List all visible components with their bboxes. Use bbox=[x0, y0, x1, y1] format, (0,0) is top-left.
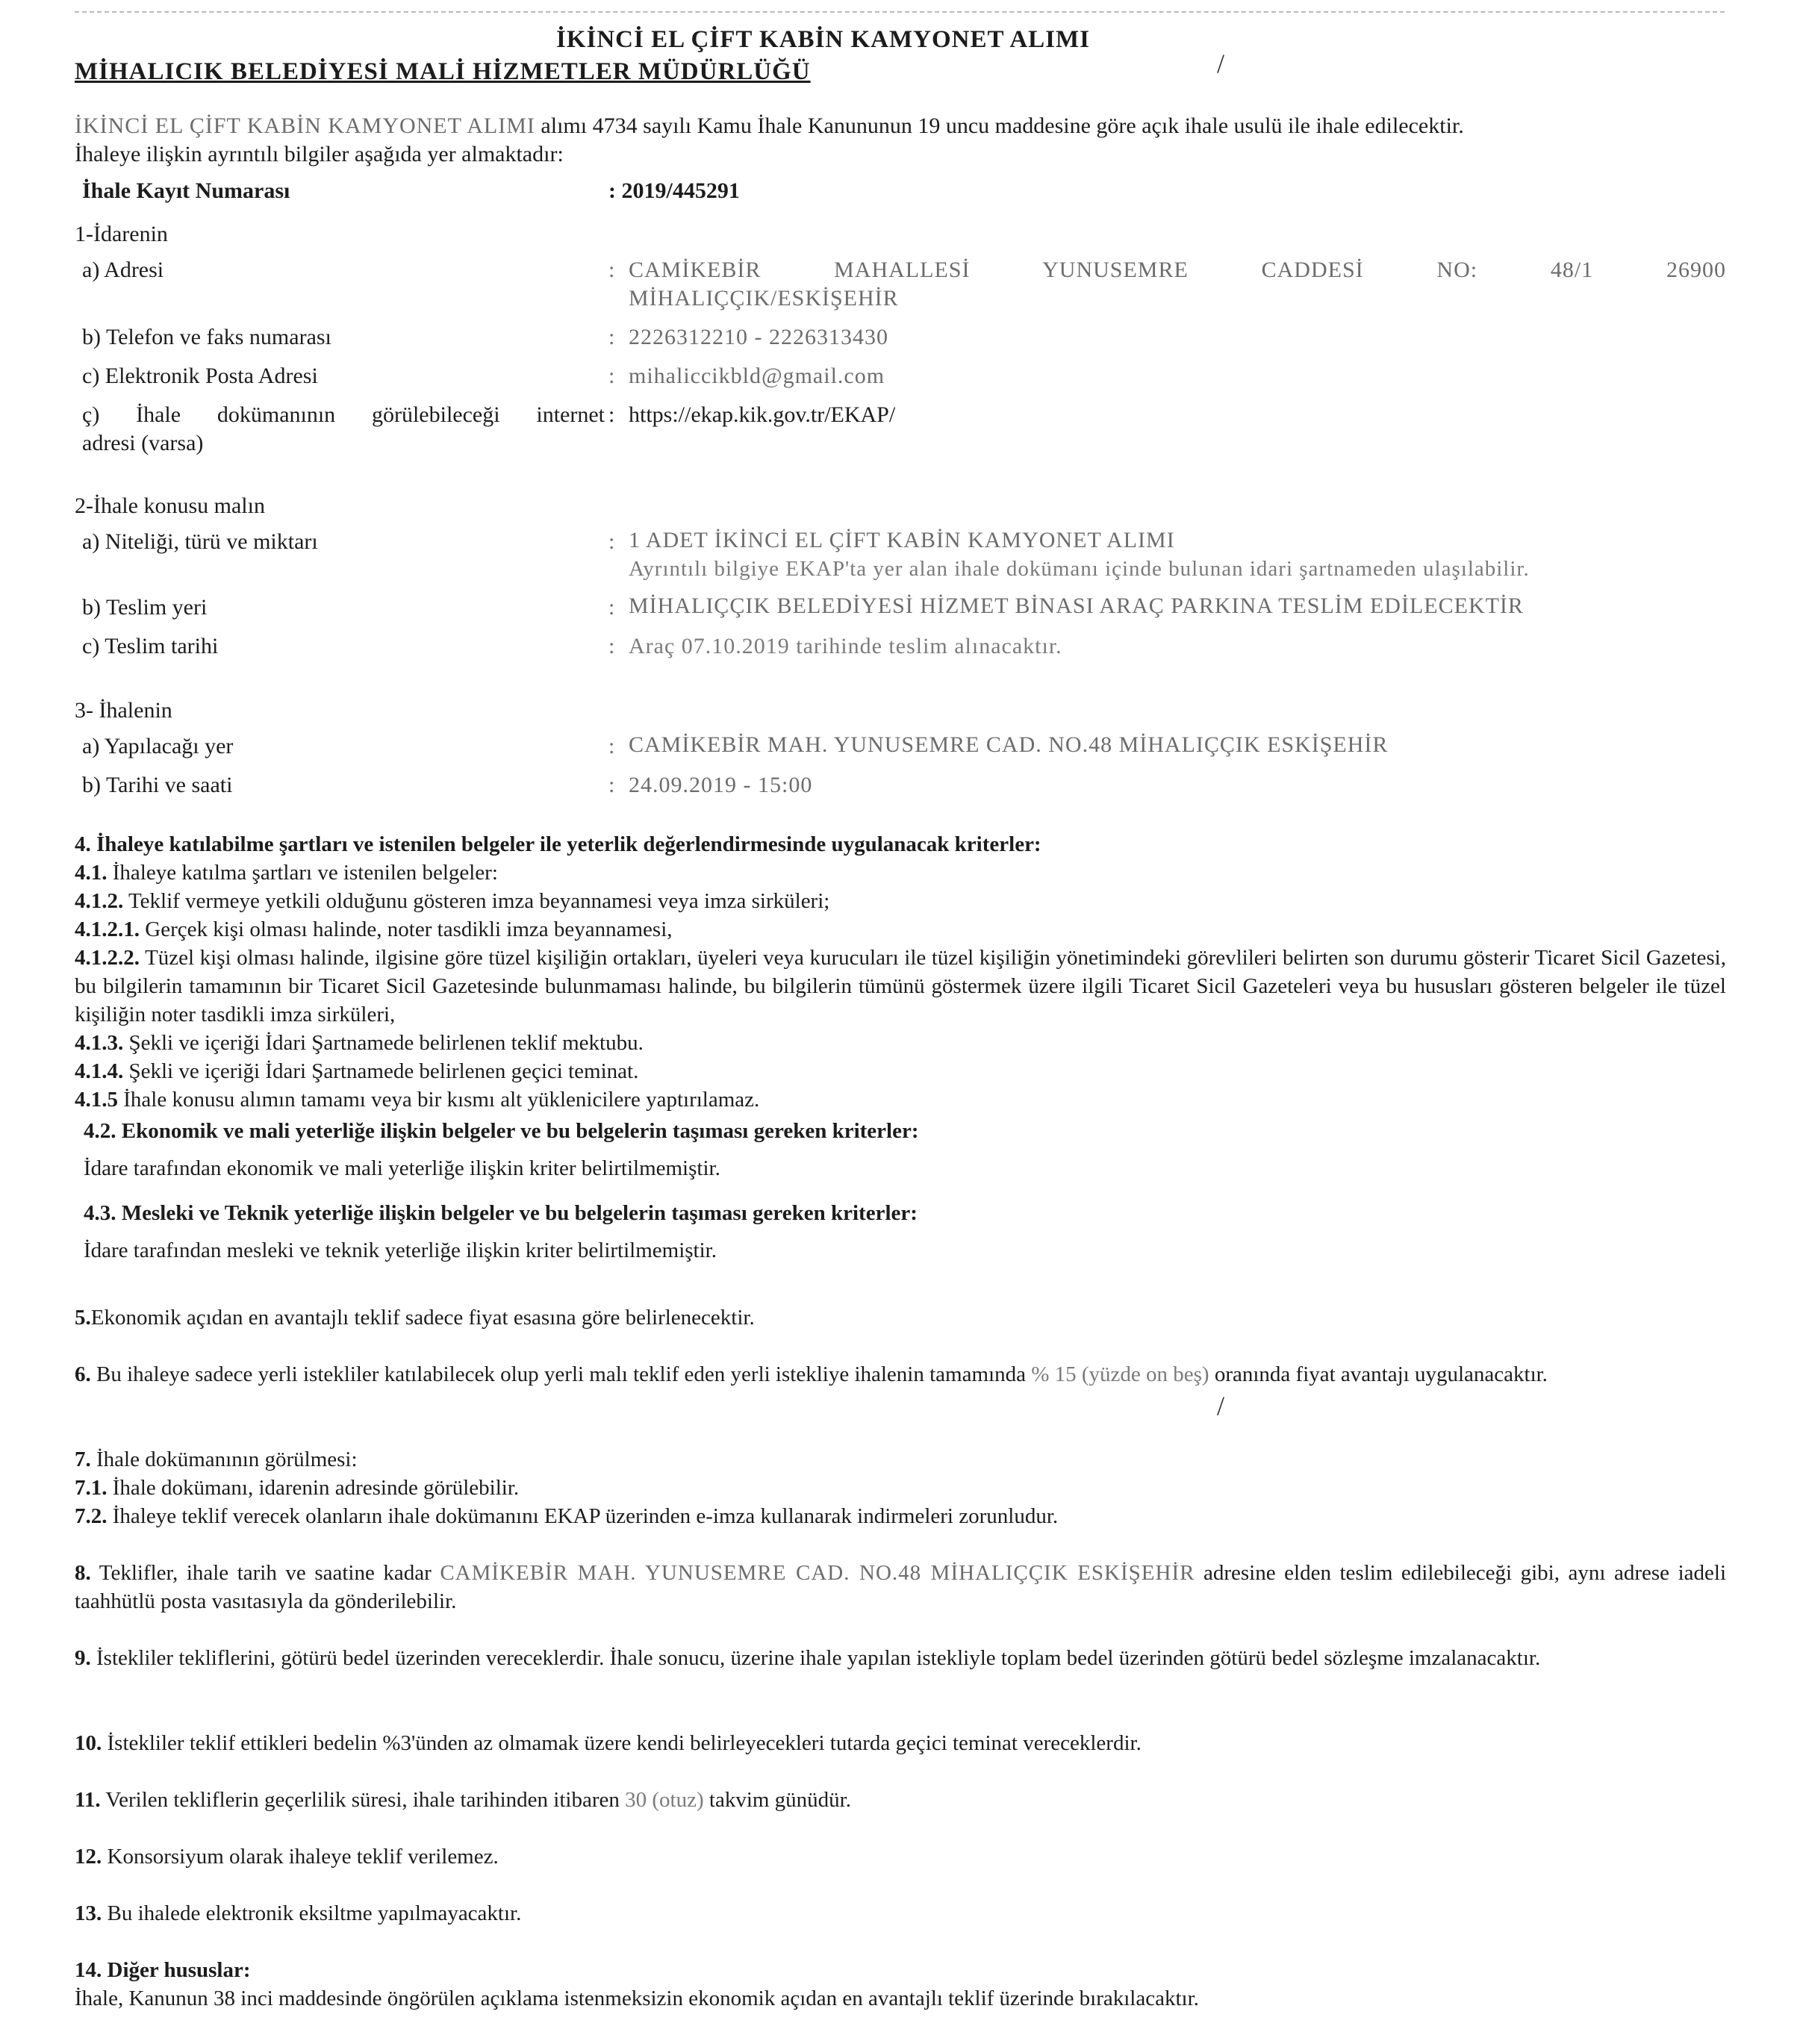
idare-heading: 1-İdarenin bbox=[75, 222, 168, 246]
s14-heading: 14. Diğer hususlar: bbox=[75, 1958, 251, 1982]
adres-line-1: CAMİKEBİR MAHALLESİ YUNUSEMRE CADDESİ NO: 48/1 26900 bbox=[629, 258, 1726, 282]
s4122-num: 4.1.2.2. bbox=[75, 946, 140, 970]
s414-num: 4.1.4. bbox=[75, 1059, 124, 1083]
s412-num: 4.1.2. bbox=[75, 889, 124, 913]
s6-text-a: Bu ihaleye sadece yerli istekliler katılabilecek olup yerli malı teklif eden yerli istekliye ihalenin tamamında bbox=[90, 1362, 1032, 1386]
s8-num: 8. bbox=[75, 1561, 91, 1585]
pen-mark: / bbox=[1217, 49, 1225, 78]
s13-text: Bu ihalede elektronik eksiltme yapılmayacaktır. bbox=[102, 1901, 522, 1925]
mal-heading: 2-İhale konusu malın bbox=[75, 493, 265, 518]
s4122-text: Tüzel kişi olması halinde, ilgisine göre tüzel kişiliğin ortakları, üyeleri veya kurucuları ile tüzel kişiliğin yönetimindeki görevlileri belirten son durumu gösterir Ticaret Sicil Gazetesi, bu bilgilerin tamamının bir Ticaret Sicil Gazetesinde bulunmaması halinde, bu bilgilerin tümünü göstermek üzere ilgili Ticaret Sicil Gazeteleri veya bu hususları gösteren belgeler ile tüzel kişiliğin noter tasdikli imza sirküleri, bbox=[75, 946, 1726, 1026]
yer-colon: : bbox=[608, 734, 616, 758]
intro-text-2: İhaleye ilişkin ayrıntılı bilgiler aşağıda yer almaktadır: bbox=[75, 142, 564, 166]
teslim-yeri-value: MİHALIÇÇIK BELEDİYESİ HİZMET BİNASI ARAÇ PARKINA TESLİM EDİLECEKTİR bbox=[629, 593, 1524, 618]
s5-num: 5. bbox=[75, 1306, 91, 1330]
s4121-text: Gerçek kişi olması halinde, noter tasdikli imza beyannamesi, bbox=[140, 917, 673, 941]
internet-value: https://ekap.kik.gov.tr/EKAP/ bbox=[629, 402, 896, 427]
section-4-2 bbox=[75, 1117, 1735, 1183]
s72-num: 7.2. bbox=[75, 1504, 108, 1528]
section-5 bbox=[75, 1303, 1726, 1332]
s43-text: İdare tarafından mesleki ve teknik yeterliğe ilişkin kriter belirtilmemiştir. bbox=[84, 1238, 717, 1262]
intro-text: alımı 4734 sayılı Kamu İhale Kanununun 19 uncu maddesine göre açık ihale usulü ile ihale edilecektir. bbox=[535, 113, 1464, 138]
eposta-value: mihaliccikbld@gmail.com bbox=[629, 364, 885, 388]
s415-num: 4.1.5 bbox=[75, 1088, 118, 1112]
nitelik-colon: : bbox=[608, 529, 616, 554]
s6-percent: % 15 (yüzde on beş) bbox=[1031, 1362, 1209, 1386]
s43-heading: 4.3. Mesleki ve Teknik yeterliğe ilişkin belgeler ve bu belgelerin taşıması gereken kriterler: bbox=[84, 1201, 918, 1225]
kayit-label: İhale Kayıt Numarası bbox=[82, 178, 290, 203]
s11-text-b: takvim günüdür. bbox=[703, 1788, 851, 1812]
section-6 bbox=[75, 1360, 1726, 1389]
nitelik-value: 1 ADET İKİNCİ EL ÇİFT KABİN KAMYONET ALIMI bbox=[629, 528, 1175, 552]
intro-subject: İKİNCİ EL ÇİFT KABİN KAMYONET ALIMI bbox=[75, 113, 535, 138]
s71-text: İhale dokümanı, idarenin adresinde görülebilir. bbox=[107, 1476, 520, 1500]
internet-label-2: adresi (varsa) bbox=[82, 431, 204, 455]
s11-num: 11. bbox=[75, 1788, 101, 1812]
document-title: İKİNCİ EL ÇİFT KABİN KAMYONET ALIMI bbox=[556, 26, 1090, 53]
teslim-tarihi-colon: : bbox=[608, 634, 616, 658]
tarih-label: b) Tarihi ve saati bbox=[82, 773, 233, 797]
s8-address: CAMİKEBİR MAH. YUNUSEMRE CAD. NO.48 MİHALIÇÇIK ESKİŞEHİR bbox=[440, 1561, 1195, 1585]
pen-mark-2: / bbox=[1217, 1391, 1225, 1421]
s9-num: 9. bbox=[75, 1646, 91, 1670]
intro-paragraph bbox=[75, 112, 1726, 169]
s8-text-a: Teklifler, ihale tarih ve saatine kadar bbox=[90, 1561, 440, 1585]
yer-label: a) Yapılacağı yer bbox=[82, 734, 234, 758]
teslim-tarihi-label: c) Teslim tarihi bbox=[82, 634, 219, 658]
yer-value: CAMİKEBİR MAH. YUNUSEMRE CAD. NO.48 MİHALIÇÇIK ESKİŞEHİR bbox=[629, 732, 1389, 757]
s413-num: 4.1.3. bbox=[75, 1031, 124, 1055]
nitelik-label: a) Niteliği, türü ve miktarı bbox=[82, 529, 318, 554]
institution-title: MİHALICIK BELEDİYESİ MALİ HİZMETLER MÜDÜRLÜĞÜ bbox=[75, 58, 811, 85]
section-13 bbox=[75, 1899, 1726, 1928]
s7-num: 7. bbox=[75, 1448, 91, 1471]
top-divider bbox=[75, 11, 1725, 13]
internet-colon: : bbox=[608, 402, 615, 427]
s13-num: 13. bbox=[75, 1901, 102, 1925]
section-7 bbox=[75, 1445, 1726, 1530]
s7-text: İhale dokümanının görülmesi: bbox=[90, 1448, 358, 1471]
section-4-3 bbox=[75, 1199, 1735, 1265]
teslim-yeri-colon: : bbox=[608, 595, 616, 620]
s415-text: İhale konusu alımın tamamı veya bir kısmı alt yüklenicilere yaptırılamaz. bbox=[118, 1088, 760, 1112]
s8-text-b: adresine elden teslim edilebileceği gibi, aynı adrese iadeli taahhütlü posta vasıtasıyla da gönderilebilir. bbox=[75, 1561, 1727, 1613]
s10-num: 10. bbox=[75, 1731, 102, 1755]
s12-num: 12. bbox=[75, 1845, 102, 1869]
s42-heading: 4.2. Ekonomik ve mali yeterliğe ilişkin belgeler ve bu belgelerin taşıması gereken kriterler: bbox=[84, 1119, 919, 1143]
s9-text: İstekliler tekliflerini, götürü bedel üzerinden vereceklerdir. İhale sonucu, üzerine ihale yapılan istekliyle toplam bedel üzerinden götürü bedel sözleşme imzalanacaktır. bbox=[90, 1646, 1541, 1670]
s413-text: Şekli ve içeriği İdari Şartnamede belirlenen teklif mektubu. bbox=[123, 1031, 644, 1055]
s72-text: İhaleye teklif verecek olanların ihale dokümanını EKAP üzerinden e-imza kullanarak indirmeleri zorunludur. bbox=[107, 1504, 1059, 1528]
internet-label: ç) İhale dokümanının görülebileceği internet bbox=[82, 402, 605, 427]
s14-text: İhale, Kanunun 38 inci maddesinde öngörülen açıklama istenmeksizin ekonomik açıdan en avantajlı teklif üzerinde bırakılacaktır. bbox=[75, 1987, 1199, 2010]
section-9 bbox=[75, 1644, 1726, 1672]
telefon-label: b) Telefon ve faks numarası bbox=[82, 325, 331, 349]
kayit-value: : 2019/445291 bbox=[608, 178, 740, 203]
s12-text: Konsorsiyum olarak ihaleye teklif verilemez. bbox=[102, 1845, 499, 1869]
adres-line-2: MİHALIÇÇIK/ESKİŞEHİR bbox=[629, 286, 899, 311]
section-4 bbox=[75, 830, 1726, 1114]
s4-heading: 4. İhaleye katılabilme şartları ve istenilen belgeler ile yeterlik değerlendirmesinde uygulanacak kriterler: bbox=[75, 832, 1041, 856]
s4121-num: 4.1.2.1. bbox=[75, 917, 140, 941]
s412-text: Teklif vermeye yetkili olduğunu gösteren imza beyannamesi veya imza sirküleri; bbox=[123, 889, 830, 913]
s10-text: İstekliler teklif ettikleri bedelin %3'ünden az olmamak üzere kendi belirleyecekleri tutarda geçici teminat vereceklerdir. bbox=[102, 1731, 1142, 1755]
adres-colon: : bbox=[608, 258, 616, 282]
teslim-yeri-label: b) Teslim yeri bbox=[82, 595, 208, 620]
adres-label: a) Adresi bbox=[82, 258, 164, 282]
section-11 bbox=[75, 1786, 1726, 1814]
s414-text: Şekli ve içeriği İdari Şartnamede belirlenen geçici teminat. bbox=[123, 1059, 639, 1083]
nitelik-note: Ayrıntılı bilgiye EKAP'ta yer alan ihale dokümanı içinde bulunan idari şartnameden ulaşılabilir. bbox=[629, 557, 1530, 581]
section-14 bbox=[75, 1956, 1726, 2013]
eposta-colon: : bbox=[608, 364, 616, 388]
s11-text-a: Verilen tekliflerin geçerlilik süresi, ihale tarihinden itibaren bbox=[100, 1788, 626, 1812]
tarih-colon: : bbox=[608, 773, 616, 797]
s5-text: Ekonomik açıdan en avantajlı teklif sadece fiyat esasına göre belirlenecektir. bbox=[90, 1306, 755, 1330]
section-12 bbox=[75, 1842, 1726, 1871]
ihale-heading: 3- İhalenin bbox=[75, 698, 172, 723]
eposta-label: c) Elektronik Posta Adresi bbox=[82, 364, 318, 388]
telefon-value: 2226312210 - 2226313430 bbox=[629, 325, 888, 349]
tarih-value: 24.09.2019 - 15:00 bbox=[629, 773, 813, 797]
s71-num: 7.1. bbox=[75, 1476, 108, 1500]
section-8 bbox=[75, 1559, 1726, 1615]
section-10 bbox=[75, 1729, 1726, 1757]
s41-text: İhaleye katılma şartları ve istenilen belgeler: bbox=[107, 861, 498, 885]
teslim-tarihi-value: Araç 07.10.2019 tarihinde teslim alınacaktır. bbox=[629, 634, 1062, 658]
s6-num: 6. bbox=[75, 1362, 91, 1386]
telefon-colon: : bbox=[608, 325, 616, 349]
s41-num: 4.1. bbox=[75, 861, 108, 885]
s42-text: İdare tarafından ekonomik ve mali yeterliğe ilişkin kriter belirtilmemiştir. bbox=[84, 1156, 720, 1180]
s6-text-b: oranında fiyat avantajı uygulanacaktır. bbox=[1209, 1362, 1548, 1386]
s11-days: 30 (otuz) bbox=[625, 1788, 704, 1812]
